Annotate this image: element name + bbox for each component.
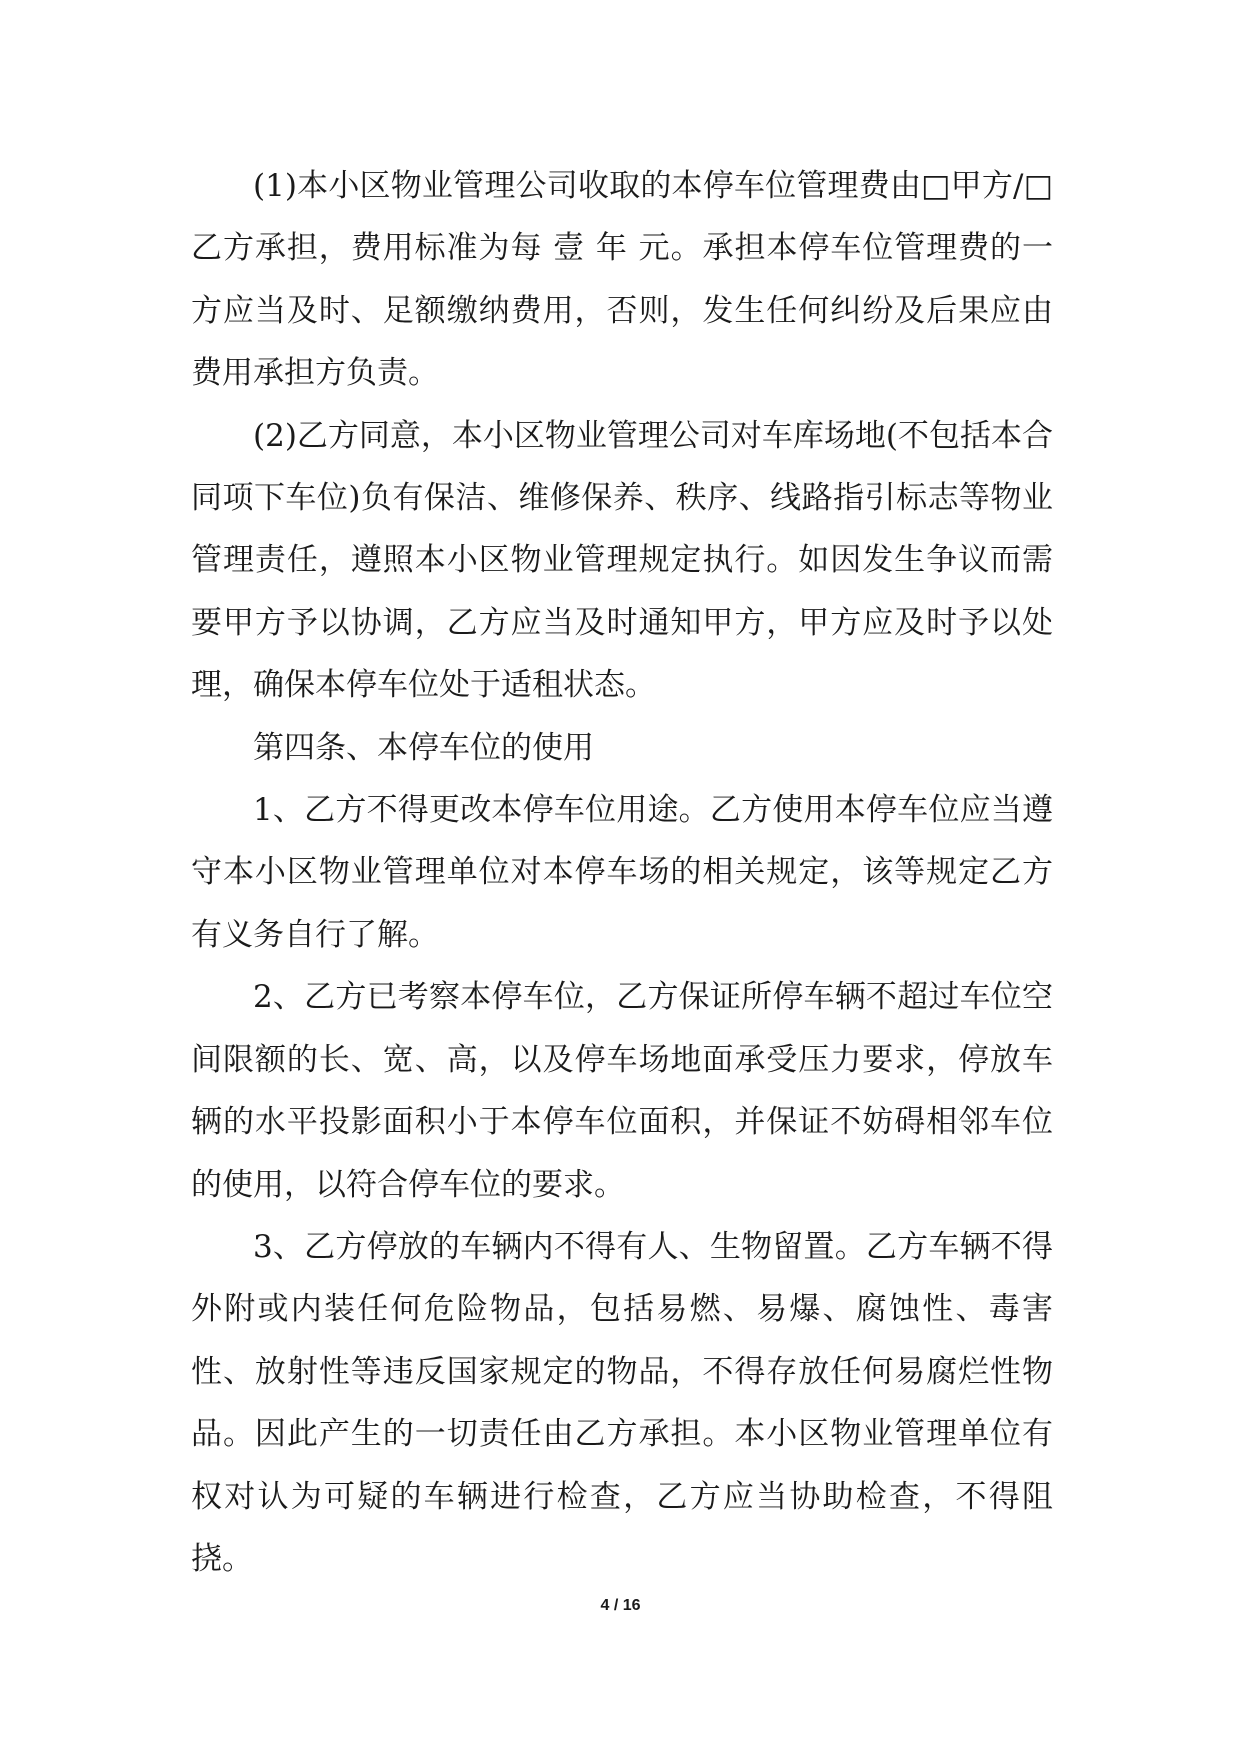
document-body — [191, 155, 1053, 1590]
paragraph-usage-rule-2: 2、乙方已考察本停车位，乙方保证所停车辆不超过车位空间限额的长、宽、高，以及停车场地面承受压力要求，停放车辆的水平投影面积小于本停车位面积，并保证不妨碍相邻车位的使用，以符合停车位的要求。 — [191, 979, 1053, 1203]
section-heading-article-four: 第四条、本停车位的使用 — [253, 729, 594, 766]
paragraph-usage-rule-3: 3、乙方停放的车辆内不得有人、生物留置。乙方车辆不得外附或内装任何危险物品，包括易燃、易爆、腐蚀性、毒害性、放射性等违反国家规定的物品，不得存放任何易腐烂性物品。因此产生的一切责任由乙方承担。本小区物业管理单位有权对认为可疑的车辆进行检查，乙方应当协助检查，不得阻挠。 — [191, 1228, 1053, 1577]
paragraph-management-fee: (1)本小区物业管理公司收取的本停车位管理费由□甲方/□乙方承担，费用标准为每 壹 年 元。承担本停车位管理费的一方应当及时、足额缴纳费用，否则，发生任何纠纷及后果应由费用承担方负责。 — [191, 168, 1053, 392]
paragraph-usage-rule-1: 1、乙方不得更改本停车位用途。乙方使用本停车位应当遵守本小区物业管理单位对本停车场的相关规定，该等规定乙方有义务自行了解。 — [191, 792, 1053, 953]
page-number: 4 / 16 — [600, 1597, 641, 1614]
paragraph-property-duties: (2)乙方同意，本小区物业管理公司对车库场地(不包括本合同项下车位)负有保洁、维修保养、秩序、线路指引标志等物业管理责任，遵照本小区物业管理规定执行。如因发生争议而需要甲方予以协调，乙方应当及时通知甲方，甲方应及时予以处理，确保本停车位处于适租状态。 — [191, 417, 1054, 704]
